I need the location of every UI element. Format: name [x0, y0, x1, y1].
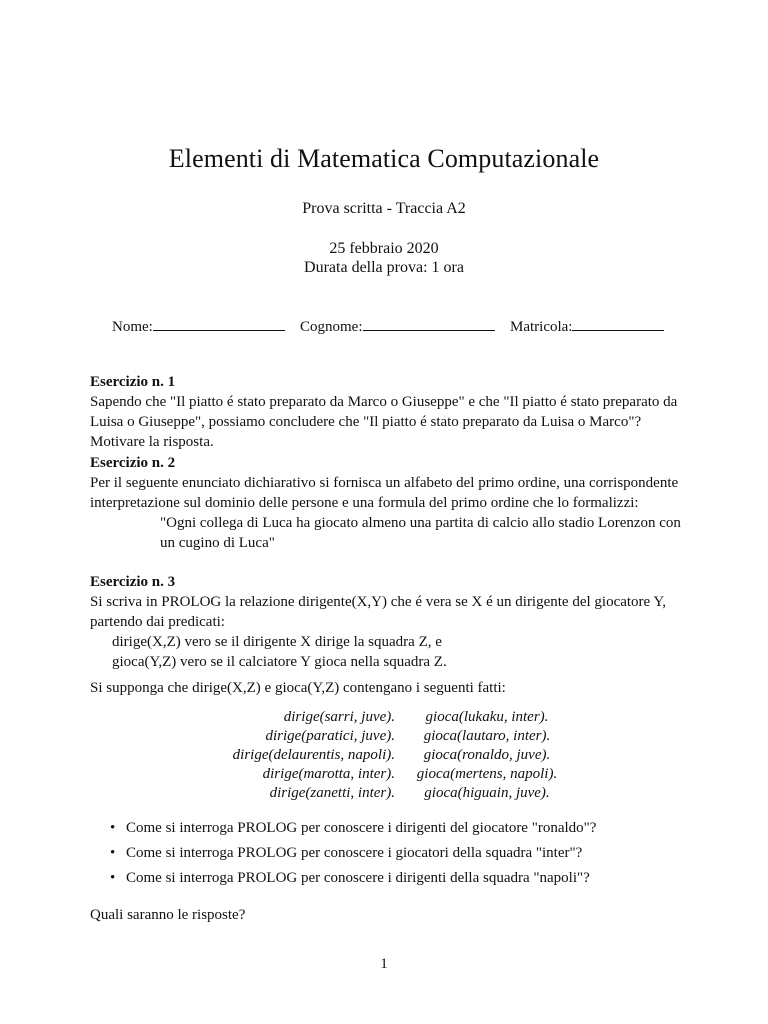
matricola-line[interactable] [572, 316, 664, 331]
fact-dirige: dirige(paratici, juve). [265, 728, 395, 744]
exercise-2-heading: Esercizio n. 2 [90, 455, 176, 471]
bullet-icon: • [110, 820, 116, 836]
exercise-3-pred2: gioca(Y,Z) vero se il calciatore Y gioca nella squadra Z. [112, 654, 447, 670]
nome-field[interactable] [112, 316, 285, 336]
cognome-field[interactable] [300, 316, 495, 336]
fact-gioca: gioca(lautaro, inter). [423, 728, 551, 744]
exam-duration: Durata della prova: 1 ora [304, 259, 464, 276]
fact-row [200, 708, 580, 727]
exercise-2-quote: "Ogni collega di Luca ha giocato almeno una partita di calcio allo stadio Lorenzon con un cugino di Luca" [160, 515, 681, 551]
cognome-label: Cognome: [300, 319, 363, 335]
fact-gioca: gioca(mertens, napoli). [416, 766, 558, 782]
exercise-3-heading: Esercizio n. 3 [90, 574, 176, 590]
question-item [110, 868, 670, 888]
question-item [110, 843, 670, 863]
exercise-2 [90, 453, 682, 553]
exam-subtitle: Prova scritta - Traccia A2 [302, 200, 466, 217]
exercise-3-intro: Si scriva in PROLOG la relazione dirigente(X,Y) che é vera se X é un dirigente del giocatore Y, partendo dai predicati: [90, 594, 667, 630]
question-text: Come si interroga PROLOG per conoscere i dirigenti del giocatore "ronaldo"? [126, 820, 597, 836]
fact-gioca: gioca(lukaku, inter). [425, 709, 549, 725]
fact-row [200, 765, 580, 784]
nome-line[interactable] [153, 316, 285, 331]
fact-row [200, 727, 580, 746]
bullet-icon: • [110, 870, 116, 886]
prolog-facts [200, 708, 580, 803]
exercise-1-heading: Esercizio n. 1 [90, 374, 176, 390]
matricola-field[interactable] [510, 316, 664, 336]
fact-row [200, 746, 580, 765]
question-text: Come si interroga PROLOG per conoscere i dirigenti della squadra "napoli"? [126, 870, 590, 886]
fact-dirige: dirige(zanetti, inter). [269, 785, 395, 801]
fact-gioca: gioca(higuain, juve). [424, 785, 550, 801]
exercise-1-text: Sapendo che "Il piatto é stato preparato da Marco o Giuseppe" e che "Il piatto é stato preparato da Luisa o Giuseppe", possiamo concludere che "Il piatto é stato preparato da Luisa o Marco"? Motivare la risposta. [90, 394, 678, 450]
question-item [110, 818, 670, 838]
fact-dirige: dirige(marotta, inter). [262, 766, 395, 782]
fact-dirige: dirige(delaurentis, napoli). [232, 747, 395, 763]
exercise-3 [90, 572, 682, 698]
exercise-3-facts-intro: Si supponga che dirige(X,Z) e gioca(Y,Z) contengano i seguenti fatti: [90, 680, 506, 696]
fact-dirige: dirige(sarri, juve). [283, 709, 395, 725]
exam-date: 25 febbraio 2020 [329, 240, 439, 257]
exercise-3-pred1: dirige(X,Z) vero se il dirigente X dirige la squadra Z, e [112, 634, 442, 650]
document-title: Elementi di Matematica Computazionale [168, 144, 600, 173]
fact-row [200, 784, 580, 803]
matricola-label: Matricola: [510, 319, 573, 335]
cognome-line[interactable] [363, 316, 495, 331]
exercise-2-text: Per il seguente enunciato dichiarativo si fornisca un alfabeto del primo ordine, una corrispondente interpretazione sul dominio delle persone e una formula del primo ordine che lo formalizzi: [90, 475, 679, 511]
question-text: Come si interroga PROLOG per conoscere i giocatori della squadra "inter"? [126, 845, 583, 861]
page-number: 1 [380, 956, 388, 972]
questions-list [110, 818, 670, 893]
closing-question: Quali saranno le risposte? [90, 907, 246, 923]
fact-gioca: gioca(ronaldo, juve). [423, 747, 551, 763]
bullet-icon: • [110, 845, 116, 861]
exercise-1 [90, 372, 682, 452]
nome-label: Nome: [112, 319, 153, 335]
